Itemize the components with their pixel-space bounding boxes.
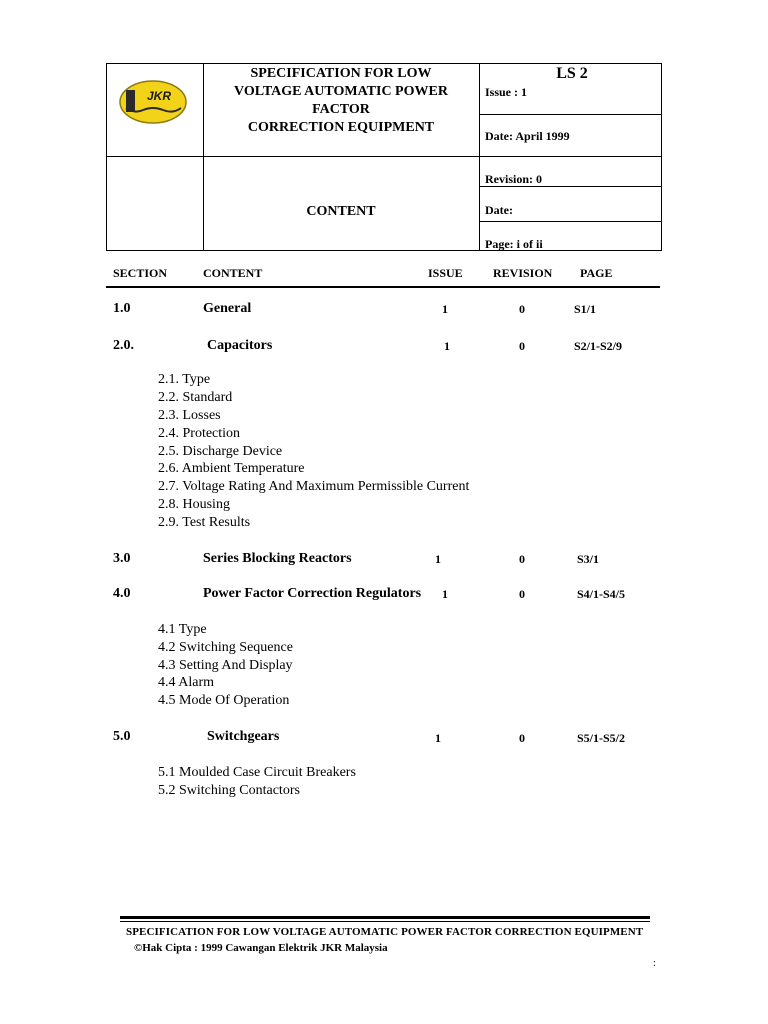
section-issue: 1 xyxy=(442,587,448,601)
list-item: 5.1 Moulded Case Circuit Breakers xyxy=(158,765,356,780)
list-item: 4.5 Mode Of Operation xyxy=(158,693,290,708)
section-revision: 0 xyxy=(519,339,525,353)
list-item: 2.2. Standard xyxy=(158,390,233,405)
list-item: 5.2 Switching Contactors xyxy=(158,783,300,798)
title-line: VOLTAGE AUTOMATIC POWER xyxy=(234,84,448,99)
column-page: PAGE xyxy=(580,266,613,280)
issue-date-field: Date: April 1999 xyxy=(485,129,570,143)
divider xyxy=(107,156,661,157)
footer-copyright: ©Hak Cipta : 1999 Cawangan Elektrik JKR Malaysia xyxy=(134,942,388,954)
list-item: 2.9. Test Results xyxy=(158,515,251,530)
document-title xyxy=(204,65,478,137)
section-revision: 0 xyxy=(519,731,525,745)
section-page: S2/1-S2/9 xyxy=(574,339,623,353)
list-item: 4.3 Setting And Display xyxy=(158,658,293,673)
section-page: S5/1-S5/2 xyxy=(577,731,626,745)
section-issue: 1 xyxy=(435,731,441,745)
page-field: Page: i of ii xyxy=(485,237,543,251)
section-number: 5.0 xyxy=(113,729,131,744)
revision-field: Revision: 0 xyxy=(485,172,542,186)
section-revision: 0 xyxy=(519,587,525,601)
list-item: 2.7. Voltage Rating And Maximum Permissible Current xyxy=(158,479,470,494)
divider xyxy=(479,221,661,222)
column-issue: ISSUE xyxy=(428,266,463,280)
section-title: General xyxy=(203,301,252,316)
list-item: 2.6. Ambient Temperature xyxy=(158,461,305,476)
column-revision: REVISION xyxy=(493,266,553,280)
section-number: 3.0 xyxy=(113,551,131,566)
title-line: SPECIFICATION FOR LOW xyxy=(250,66,432,81)
issue-field: Issue : 1 xyxy=(485,85,528,99)
page-mark: : xyxy=(653,958,656,969)
section-number: 2.0. xyxy=(113,338,134,353)
document-code: LS 2 xyxy=(556,65,588,82)
section-page: S4/1-S4/5 xyxy=(577,587,626,601)
section-issue: 1 xyxy=(435,552,441,566)
section-title: Power Factor Correction Regulators xyxy=(203,586,422,601)
list-item: 2.1. Type xyxy=(158,372,211,387)
section-title: Switchgears xyxy=(207,729,280,744)
header-table xyxy=(106,63,662,251)
list-item: 4.2 Switching Sequence xyxy=(158,640,293,655)
jkr-logo xyxy=(115,78,195,126)
divider xyxy=(479,114,661,115)
logo-text: JKR xyxy=(146,89,172,103)
section-revision: 0 xyxy=(519,302,525,316)
section-page: S3/1 xyxy=(577,552,600,566)
list-item: 4.4 Alarm xyxy=(158,675,214,690)
footer-title: SPECIFICATION FOR LOW VOLTAGE AUTOMATIC POWER FACTOR CORRECTION EQUIPMENT xyxy=(126,926,644,938)
column-content: CONTENT xyxy=(203,266,263,280)
section-page: S1/1 xyxy=(574,302,597,316)
list-item: 2.4. Protection xyxy=(158,426,241,441)
list-item: 2.5. Discharge Device xyxy=(158,444,283,459)
footer-rule xyxy=(120,916,650,919)
section-number: 1.0 xyxy=(113,301,131,316)
title-line: FACTOR xyxy=(312,102,370,117)
divider xyxy=(479,64,480,250)
section-revision: 0 xyxy=(519,552,525,566)
list-item: 2.8. Housing xyxy=(158,497,230,512)
section-issue: 1 xyxy=(444,339,450,353)
section-issue: 1 xyxy=(442,302,448,316)
date-field: Date: xyxy=(485,203,513,217)
title-line: CORRECTION EQUIPMENT xyxy=(247,120,435,135)
column-section: SECTION xyxy=(113,266,168,280)
section-title: Capacitors xyxy=(207,338,273,353)
header-rule xyxy=(106,286,660,288)
section-number: 4.0 xyxy=(113,586,131,601)
content-label: CONTENT xyxy=(306,204,376,219)
footer-rule xyxy=(120,921,650,922)
section-title: Series Blocking Reactors xyxy=(203,551,352,566)
list-item: 2.3. Losses xyxy=(158,408,221,423)
list-item: 4.1 Type xyxy=(158,622,207,637)
